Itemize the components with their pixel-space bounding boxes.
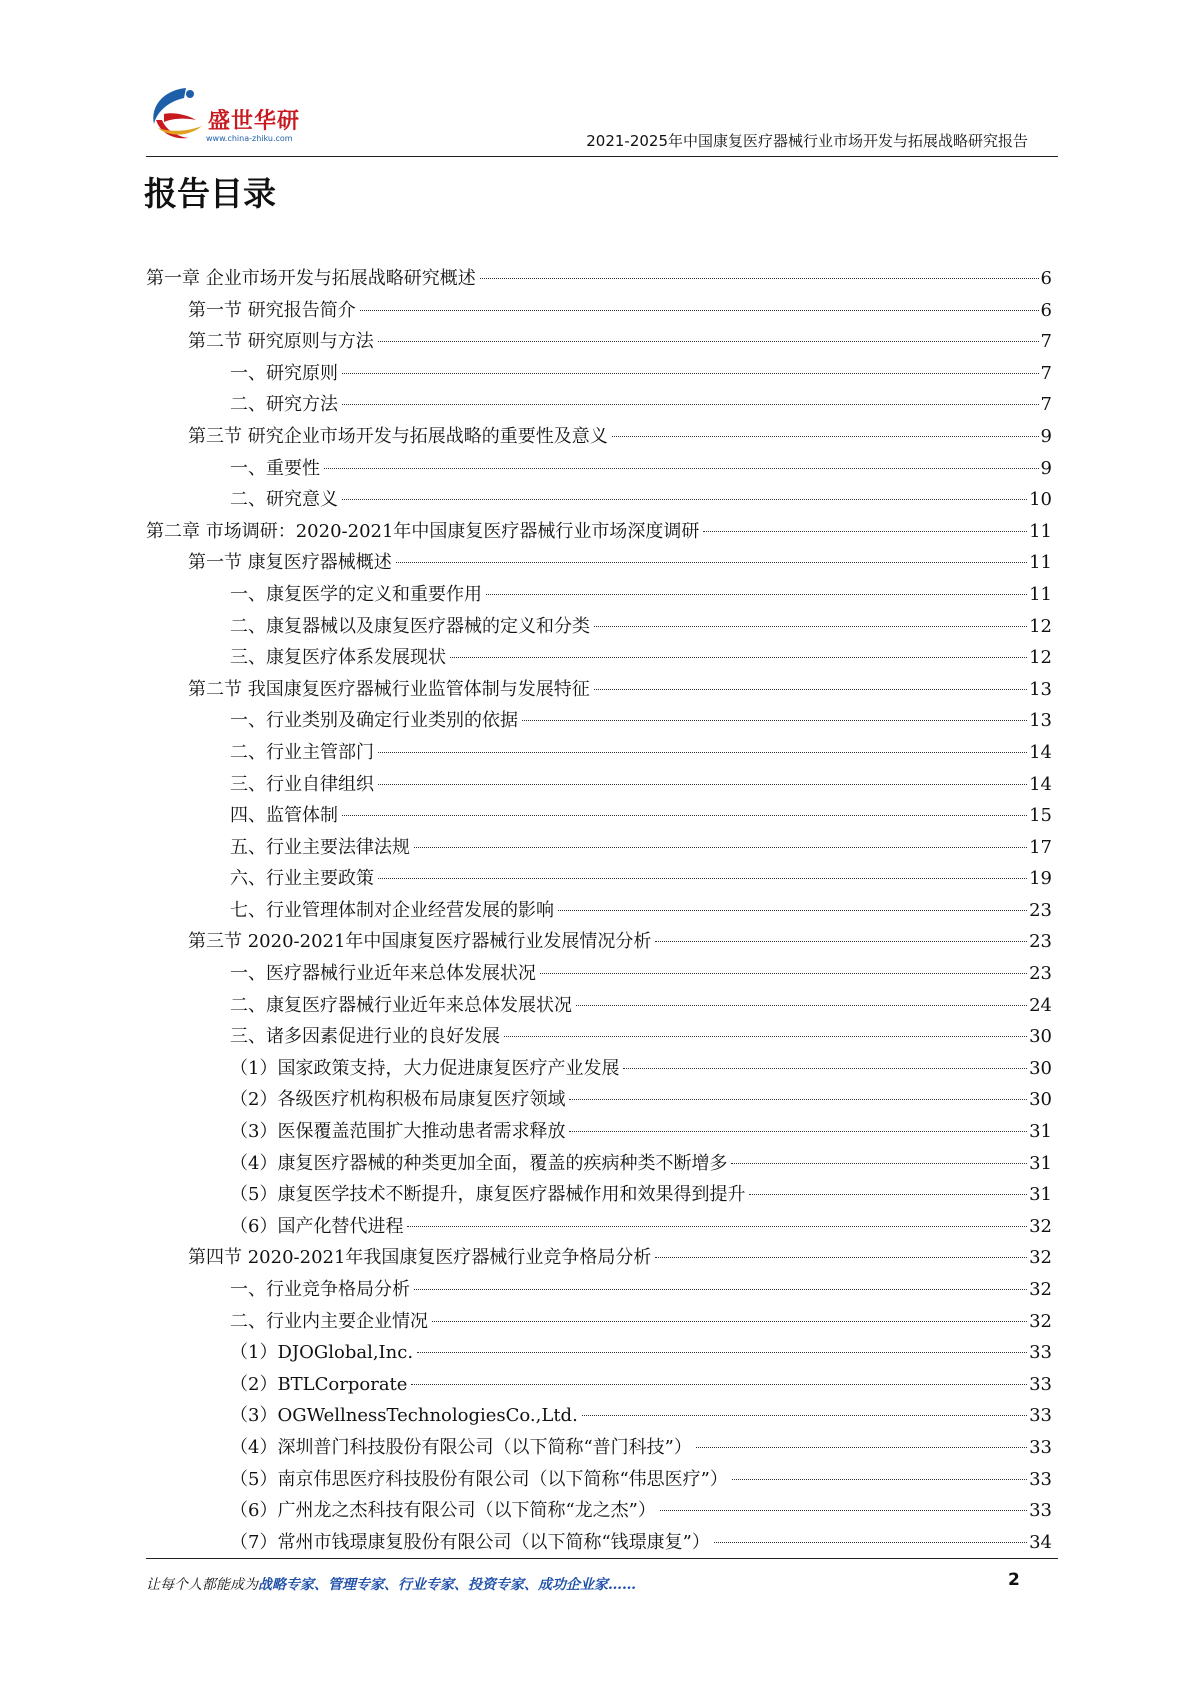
toc-entry-label: （2）BTLCorporate (230, 1373, 408, 1395)
logo-emblem-icon (146, 84, 208, 148)
toc-entry[interactable] (146, 1274, 1052, 1306)
toc-leader-dots (378, 784, 1027, 785)
toc-leader-dots (450, 657, 1027, 658)
toc-entry-page: 32 (1029, 1215, 1052, 1237)
toc-leader-dots (623, 1068, 1027, 1069)
toc-entry[interactable] (146, 326, 1052, 358)
toc-entry-label: 一、重要性 (230, 457, 320, 479)
toc-leader-dots (407, 1226, 1027, 1227)
toc-entry[interactable] (146, 769, 1052, 801)
toc-entry[interactable] (146, 832, 1052, 864)
toc-entry-label: 第二节 研究原则与方法 (188, 331, 374, 353)
toc-leader-dots (660, 1510, 1027, 1511)
toc-entry-label: 一、研究原则 (230, 362, 338, 384)
toc-entry[interactable] (146, 1242, 1052, 1274)
toc-entry-label: （4）康复医疗器械的种类更加全面，覆盖的疾病种类不断增多 (230, 1152, 728, 1174)
toc-entry-page: 13 (1029, 678, 1052, 700)
toc-entry[interactable] (146, 1527, 1052, 1559)
toc-entry-label: 第二章 市场调研：2020-2021年中国康复医疗器械行业市场深度调研 (146, 520, 700, 542)
toc-entry-page: 12 (1029, 615, 1052, 637)
toc-entry-page: 31 (1029, 1152, 1052, 1174)
toc-leader-dots (655, 941, 1027, 942)
toc-entry-page: 23 (1029, 899, 1052, 921)
toc-entry-label: 二、行业主管部门 (230, 741, 374, 763)
toc-entry[interactable] (146, 705, 1052, 737)
toc-entry[interactable] (146, 1495, 1052, 1527)
toc-entry-page: 23 (1029, 931, 1052, 953)
toc-entry-page: 31 (1029, 1121, 1052, 1143)
toc-leader-dots (582, 1415, 1027, 1416)
footer-slogan (146, 1574, 636, 1594)
toc-entry-page: 31 (1029, 1184, 1052, 1206)
toc-leader-dots (411, 1384, 1027, 1385)
toc-entry-label: 一、行业竞争格局分析 (230, 1279, 410, 1300)
toc-entry-page: 13 (1029, 710, 1052, 732)
toc-leader-dots (324, 468, 1039, 469)
toc-entry[interactable] (146, 1179, 1052, 1211)
toc-entry-label: 二、研究意义 (230, 489, 338, 511)
page-header (146, 80, 1058, 160)
toc-entry-page: 33 (1029, 1373, 1052, 1395)
toc-entry-label: 第一节 研究报告简介 (188, 299, 356, 321)
toc-leader-dots (594, 626, 1027, 627)
toc-entry-label: 三、诸多因素促进行业的良好发展 (230, 1026, 500, 1048)
toc-entry-label: 三、行业自律组织 (230, 773, 374, 795)
toc-entry-label: 四、监管体制 (230, 805, 338, 827)
toc-leader-dots (378, 878, 1027, 879)
toc-leader-dots (569, 1099, 1027, 1100)
toc-entry[interactable] (146, 1400, 1052, 1432)
toc-leader-dots (696, 1447, 1027, 1448)
toc-entry-label: （6）国产化替代进程 (230, 1215, 404, 1237)
toc-entry-page: 32 (1029, 1279, 1052, 1300)
toc-entry-page: 34 (1029, 1531, 1052, 1553)
toc-entry-page: 11 (1029, 520, 1052, 542)
toc-leader-dots (714, 1542, 1027, 1543)
toc-entry-label: 三、康复医疗体系发展现状 (230, 647, 446, 669)
toc-leader-dots (732, 1479, 1027, 1480)
toc-entry-page: 14 (1029, 741, 1052, 763)
toc-entry-page: 14 (1029, 773, 1052, 795)
toc-leader-dots (703, 531, 1027, 532)
toc-entry[interactable] (146, 1464, 1052, 1496)
toc-entry[interactable] (146, 1053, 1052, 1085)
toc-entry-page: 17 (1029, 836, 1052, 858)
toc-entry-label: 二、康复医疗器械行业近年来总体发展状况 (230, 994, 572, 1016)
toc-leader-dots (378, 341, 1039, 342)
toc-entry-page: 6 (1040, 268, 1052, 289)
toc-entry-label: （6）广州龙之杰科技有限公司（以下简称“龙之杰”） (230, 1500, 656, 1522)
toc-entry-page: 33 (1029, 1436, 1052, 1458)
toc-entry-page: 24 (1029, 994, 1052, 1016)
toc-leader-dots (396, 562, 1027, 563)
toc-entry-page: 23 (1029, 963, 1052, 985)
toc-entry-page: 7 (1040, 394, 1052, 416)
toc-leader-dots (522, 720, 1027, 721)
toc-leader-dots (414, 1289, 1027, 1290)
company-logo (146, 84, 316, 154)
toc-entry-page: 12 (1029, 647, 1052, 669)
toc-entry-label: 第一章 企业市场开发与拓展战略研究概述 (146, 268, 476, 289)
toc-entry[interactable] (146, 1306, 1052, 1338)
toc-entry-label: 六、行业主要政策 (230, 868, 374, 890)
toc-entry-label: （2）各级医疗机构积极布局康复医疗领域 (230, 1089, 566, 1111)
toc-entry-label: 一、行业类别及确定行业类别的依据 (230, 710, 518, 732)
toc-leader-dots (414, 847, 1027, 848)
report-title: 2021-2025年中国康复医疗器械行业市场开发与拓展战略研究报告 (586, 132, 1028, 150)
toc-entry[interactable] (146, 1211, 1052, 1243)
toc-entry-label: （3）医保覆盖范围扩大推动患者需求释放 (230, 1121, 566, 1143)
toc-entry-label: （1）DJOGlobal,Inc. (230, 1342, 414, 1364)
toc-entry[interactable] (146, 358, 1052, 390)
toc-entry[interactable] (146, 674, 1052, 706)
toc-entry-page: 7 (1040, 331, 1052, 353)
toc-entry-label: 七、行业管理体制对企业经营发展的影响 (230, 899, 554, 921)
toc-entry-label: 第三节 研究企业市场开发与拓展战略的重要性及意义 (188, 425, 608, 447)
toc-entry[interactable] (146, 1116, 1052, 1148)
footer-divider (146, 1558, 1058, 1559)
toc-entry-page: 10 (1029, 489, 1052, 511)
toc-entry-label: 一、康复医学的定义和重要作用 (230, 583, 482, 605)
toc-entry[interactable] (146, 1432, 1052, 1464)
toc-entry-page: 30 (1029, 1089, 1052, 1111)
toc-entry-page: 19 (1029, 868, 1052, 890)
toc-leader-dots (594, 689, 1027, 690)
toc-leader-dots (342, 373, 1039, 374)
toc-entry-page: 11 (1029, 552, 1052, 574)
toc-entry[interactable] (146, 263, 1052, 295)
toc-entry-page: 33 (1029, 1342, 1052, 1364)
toc-leader-dots (432, 1321, 1027, 1322)
toc-entry[interactable] (146, 1021, 1052, 1053)
toc-entry-page: 9 (1040, 425, 1052, 447)
toc-entry[interactable] (146, 295, 1052, 327)
toc-leader-dots (417, 1352, 1027, 1353)
toc-entry[interactable] (146, 800, 1052, 832)
toc-entry[interactable] (146, 990, 1052, 1022)
toc-entry[interactable] (146, 611, 1052, 643)
toc-entry-page: 7 (1040, 362, 1052, 384)
footer-slogan-highlight: 战略专家、管理专家、行业专家、投资专家、成功企业家…… (258, 1577, 636, 1593)
toc-entry[interactable] (146, 547, 1052, 579)
toc-entry-label: 二、行业内主要企业情况 (230, 1310, 428, 1332)
toc-entry-page: 33 (1029, 1468, 1052, 1490)
toc-leader-dots (342, 499, 1027, 500)
toc-entry-page: 32 (1029, 1310, 1052, 1332)
toc-entry-label: 第四节 2020-2021年我国康复医疗器械行业竞争格局分析 (188, 1247, 652, 1269)
toc-entry-label: （5）康复医学技术不断提升，康复医疗器械作用和效果得到提升 (230, 1184, 746, 1206)
table-of-contents (146, 263, 1052, 1558)
toc-entry-label: 第一节 康复医疗器械概述 (188, 552, 392, 574)
toc-entry-label: 二、康复器械以及康复医疗器械的定义和分类 (230, 615, 590, 637)
toc-entry[interactable] (146, 1148, 1052, 1180)
toc-entry[interactable] (146, 1337, 1052, 1369)
toc-entry-label: 第三节 2020-2021年中国康复医疗器械行业发展情况分析 (188, 931, 652, 953)
toc-entry[interactable] (146, 516, 1052, 548)
toc-entry-label: （7）常州市钱璟康复股份有限公司（以下简称“钱璟康复”） (230, 1531, 710, 1553)
toc-entry-page: 6 (1040, 299, 1052, 321)
toc-entry-page: 32 (1029, 1247, 1052, 1269)
page-number: 2 (1008, 1570, 1020, 1590)
toc-entry-label: 第二节 我国康复医疗器械行业监管体制与发展特征 (188, 678, 590, 700)
toc-entry[interactable] (146, 1084, 1052, 1116)
toc-entry-page: 15 (1029, 805, 1052, 827)
toc-entry-page: 30 (1029, 1057, 1052, 1079)
toc-leader-dots (342, 815, 1027, 816)
toc-entry-label: 一、医疗器械行业近年来总体发展状况 (230, 963, 536, 985)
footer-slogan-prefix: 让每个人都能成为 (146, 1577, 258, 1593)
toc-entry-page: 30 (1029, 1026, 1052, 1048)
toc-entry[interactable] (146, 389, 1052, 421)
toc-leader-dots (569, 1131, 1027, 1132)
toc-entry[interactable] (146, 1369, 1052, 1401)
toc-entry-label: 五、行业主要法律法规 (230, 836, 410, 858)
logo-name: 盛世华研 (208, 109, 301, 134)
toc-entry[interactable] (146, 579, 1052, 611)
toc-leader-dots (360, 310, 1039, 311)
toc-leader-dots (558, 910, 1027, 911)
toc-leader-dots (655, 1257, 1027, 1258)
toc-entry-page: 33 (1029, 1405, 1052, 1427)
page-title: 报告目录 (144, 174, 276, 213)
toc-entry-label: （1）国家政策支持，大力促进康复医疗产业发展 (230, 1057, 620, 1079)
toc-entry[interactable] (146, 863, 1052, 895)
toc-entry-page: 33 (1029, 1500, 1052, 1522)
logo-url: www.china-zhiku.com (206, 134, 293, 143)
toc-entry[interactable] (146, 642, 1052, 674)
toc-leader-dots (486, 594, 1027, 595)
toc-entry[interactable] (146, 737, 1052, 769)
toc-leader-dots (749, 1194, 1027, 1195)
toc-leader-dots (504, 1036, 1027, 1037)
toc-leader-dots (540, 973, 1027, 974)
toc-leader-dots (480, 278, 1039, 279)
toc-leader-dots (342, 404, 1039, 405)
toc-entry-label: （3）OGWellnessTechnologiesCo.,Ltd. (230, 1405, 578, 1427)
toc-entry-label: 二、研究方法 (230, 394, 338, 416)
toc-entry[interactable] (146, 958, 1052, 990)
toc-entry-label: （4）深圳普门科技股份有限公司（以下简称“普门科技”） (230, 1436, 692, 1458)
toc-entry[interactable] (146, 484, 1052, 516)
toc-entry[interactable] (146, 926, 1052, 958)
toc-entry[interactable] (146, 895, 1052, 927)
toc-leader-dots (731, 1163, 1027, 1164)
toc-entry-page: 11 (1029, 583, 1052, 605)
toc-entry-page: 9 (1040, 457, 1052, 479)
toc-leader-dots (612, 436, 1039, 437)
toc-leader-dots (576, 1005, 1027, 1006)
header-divider (146, 156, 1058, 157)
toc-leader-dots (378, 752, 1027, 753)
toc-entry-label: （5）南京伟思医疗科技股份有限公司（以下简称“伟思医疗”） (230, 1468, 728, 1490)
toc-entry[interactable] (146, 421, 1052, 453)
toc-entry[interactable] (146, 453, 1052, 485)
